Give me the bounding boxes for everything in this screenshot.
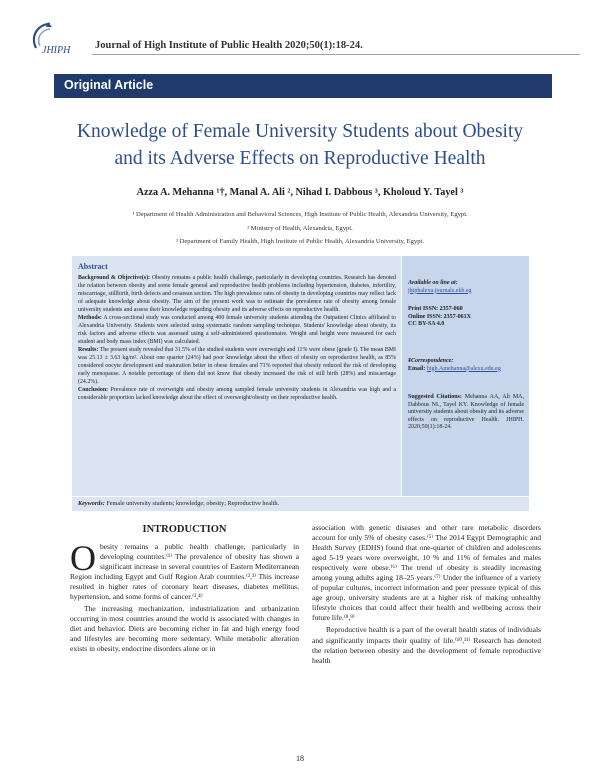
conclusion-text: Prevalence rate of overweight and obesity among sampled female university students in Alexandria was high and a considerable proportion lacked knowledge about the effect of overweight/obesity on their reproductive health. <box>78 387 396 401</box>
intro-paragraph-1: besity remains a public health challenge, particularly in developing countries.⁽¹⁾ The prevalence of obesity has shown a significant increase in several countries of Eastern Mediterranean Region including Egypt and Gulf Region Arab countries.⁽²,³⁾ This increase resulted in higher rates of coronary heart diseases, diabetes mellitus, hypertension, and some forms of cancer.⁽³,⁴⁾ <box>70 542 299 602</box>
page-number: 18 <box>296 754 304 763</box>
issn-info <box>408 306 524 329</box>
keywords-line <box>78 500 279 507</box>
keywords-text: Female university students; knowledge; obesity; Reproductive health. <box>106 500 280 507</box>
email-label: Email: <box>408 365 426 372</box>
affiliation-1: ¹ Department of Health Administration and Behavioral Sciences, High Institute of Public Health, Alexandria University, Egypt. <box>132 211 468 218</box>
results-label: Results: <box>78 347 99 353</box>
citation-label: Suggested Citations: <box>408 394 462 400</box>
correspondence-info <box>408 358 524 373</box>
print-issn: Print ISSN: 2357-060 <box>408 306 463 312</box>
logo-text: JHIPH <box>42 45 71 56</box>
correspondence-label: ¥Correspondence: <box>408 358 454 364</box>
citation-info <box>408 394 524 432</box>
article-title <box>40 118 560 172</box>
background-text: Obesity remains a public health challenge, particularly in developing countries. Research has denoted the relation between obesity and some female general and reproductive health problems including hypertension, diabetes, infertility, miscarriage, stillbirth, birth defects and cesarean section. The high prevalence rates of obesity in developing countries may reflect lack of adequate knowledge about obesity. The aim of the present work was to estimate the prevalence rate of obesity among female university students and assess their knowledge regarding obesity and its adverse effects on reproductive health. <box>78 275 396 313</box>
author-list: Azza A. Mehanna ¹†, Manal A. Ali ², Nihad I. Dabbous ³, Kholoud Y. Tayel ³ <box>136 187 464 198</box>
dropcap-letter: O <box>70 538 96 578</box>
conclusion-label: Conclusion: <box>78 387 109 393</box>
affiliation-2: ² Ministry of Health, Alexandria, Egypt. <box>247 225 353 232</box>
introduction-heading: INTRODUCTION <box>142 524 227 535</box>
background-label: Background & Objective(s): <box>78 275 151 281</box>
title-line-2: and its Adverse Effects on Reproductive Health <box>114 148 486 169</box>
header-rule <box>92 54 580 55</box>
keywords-label: Keywords: <box>78 500 105 507</box>
license-label: CC BY-SA 4.0 <box>408 321 445 328</box>
right-column <box>312 523 541 666</box>
title-line-1: Knowledge of Female University Students about Obesity <box>76 121 524 142</box>
email-link[interactable]: high.Amehanna@alexu.edu.eg <box>426 365 501 372</box>
results-text: The present study revealed that 31.5% of the studied students were overweight and 11% were obese (grade I). The mean BMI was 25.13 ± 3.63 kg/m². About one quarter (24%) had poor knowledge about the effect of obesity on reproductive health, as 85% considered oocyte development and maturation better in obese females and 71% reported that obesity reduced the risk of developing early menopause. A notable percentage of them did not know that obesity increased the risk of still birth (28%) and miscarriage (24.2%). <box>78 347 396 385</box>
intro-paragraph-4: Reproductive health is a part of the overall health status of individuals and significantly impacts their quality of life.⁽¹⁰,¹¹⁾ Research has denoted the relation between obesity and the development of female reproductive health <box>312 625 541 665</box>
journal-citation-line: Journal of High Institute of Public Health 2020;50(1):18-24. <box>95 40 363 51</box>
left-column <box>70 538 299 655</box>
available-label: Available on line at: <box>408 280 458 286</box>
abstract-heading: Abstract <box>78 262 108 271</box>
abstract-body <box>78 274 396 402</box>
availability-info <box>408 280 524 295</box>
intro-paragraph-2: The increasing mechanization, industrialization and urbanization occurring in most countries around the world is associated with changes in diet and behavior. Diets are becoming richer in fat and high energy food and lifestyles are becoming more sedentary. While metabolic alteration exists in obesity, endocrine disorders alone or in <box>70 604 299 654</box>
methods-text: A cross-sectional study was conducted among 400 female university students attending the Outpatient Clinics affiliated to Alexandria University. Students were selected using systematic random sampling technique. Students' knowledge about obesity, its risk factors and adverse effects was assessed using a self-administered questionnaire. Weight and height were measured for each student and body mass index (BMI) was calculated. <box>78 315 396 345</box>
intro-paragraph-3: association with genetic diseases and other rare metabolic disorders account for only 5% of obesity cases.⁽⁵⁾ The 2014 Egypt Demographic and Health Survey (EDHS) found that one-quarter of children and adolescents aged 5-19 years were overweight, 10 % and 11% of females and males respectively were obese.⁽⁶⁾ The trend of obesity is steadily increasing among young adults aging 18–25 years.⁽⁷⁾ Under the influence of a variety of popular cultures, incorrect information and peer pressure typical of this age group, university students are at a higher risk of making unhealthy lifestyle choices that could affect their health and wellbeing across their future life.⁽⁸,⁹⁾ <box>312 523 541 623</box>
affiliation-3: ³ Department of Family Health, High Institute of Public Health, Alexandria University, Egypt. <box>175 238 425 245</box>
article-type-label: Original Article <box>64 78 154 92</box>
journal-logo <box>28 18 84 56</box>
online-issn: Online ISSN: 2357-061X <box>408 313 472 320</box>
methods-label: Methods: <box>78 315 102 321</box>
citation-text: Mehanna AA, Ali MA, Dabbous NI., Tayel KY. Knowledge of female university students about obesity and its adverse effects on reproductive Health. JHIPH. 2020;50(1):18-24. <box>408 394 525 431</box>
journal-url-link[interactable]: jhiphalexu.journals.ekb.eg <box>408 287 472 294</box>
